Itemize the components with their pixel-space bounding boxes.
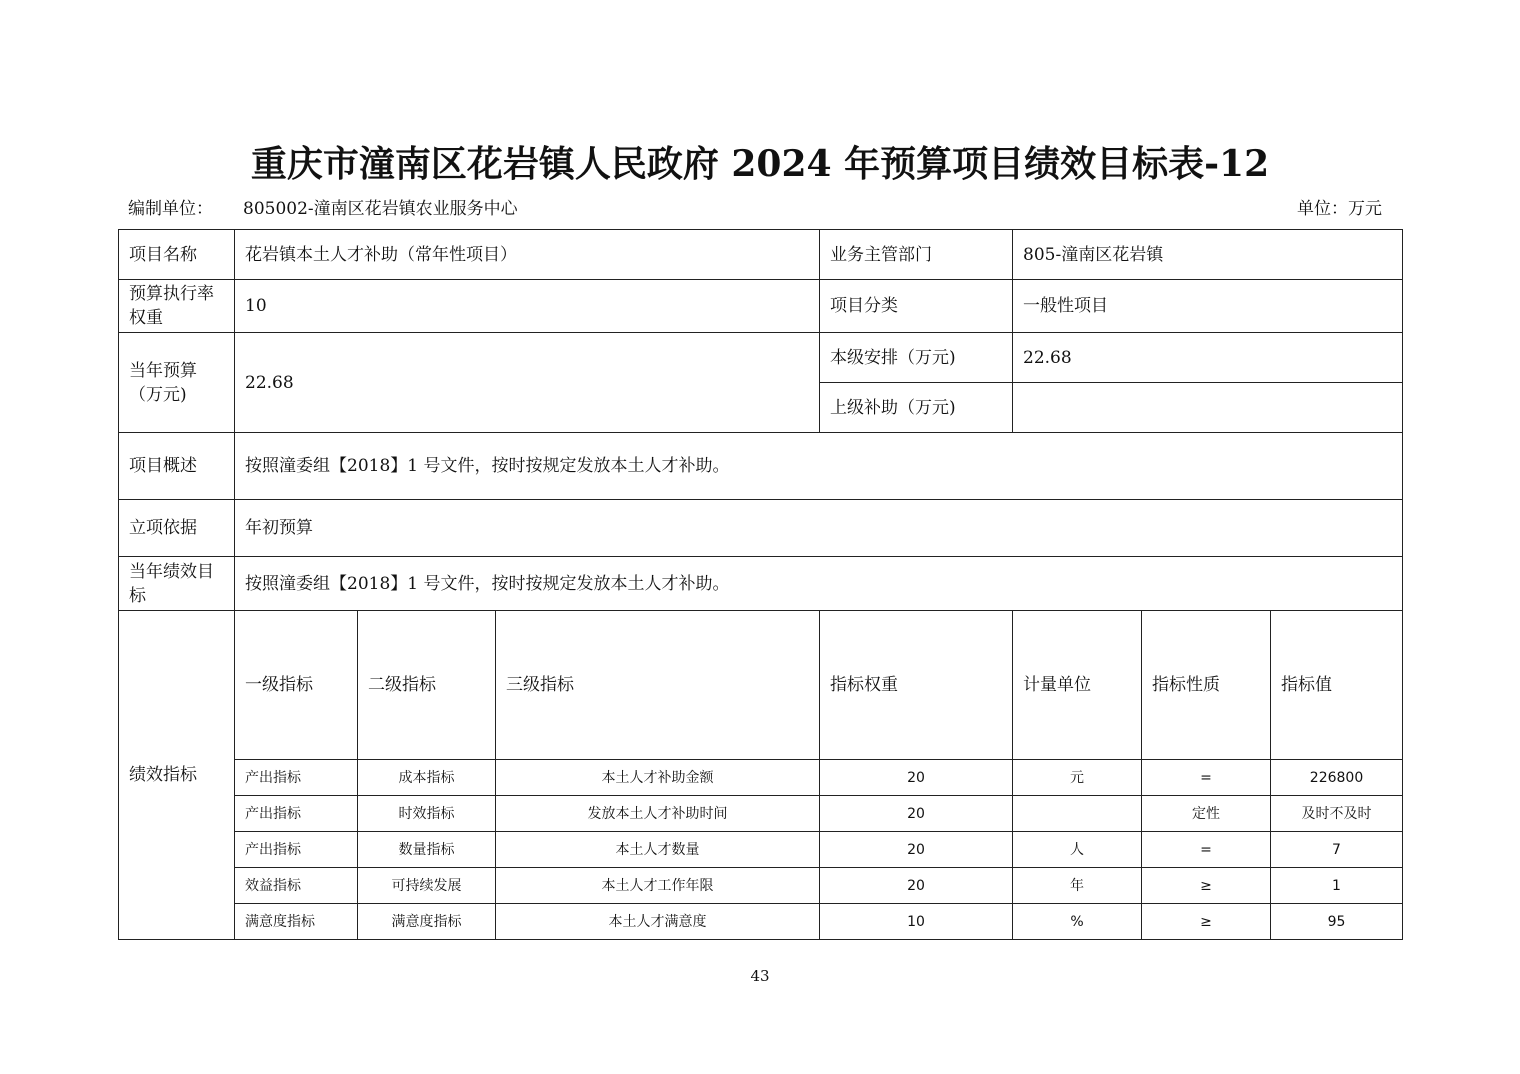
overview-value: 按照潼委组【2018】1 号文件，按时按规定发放本土人才补助。 bbox=[235, 433, 1403, 500]
row-project-name bbox=[119, 230, 1403, 280]
upper-label: 上级补助（万元) bbox=[820, 383, 1013, 433]
cell: 产出指标 bbox=[235, 832, 358, 868]
page-number: 43 bbox=[750, 967, 770, 985]
weight-value: 10 bbox=[235, 280, 820, 333]
cell: 及时不及时 bbox=[1271, 796, 1403, 832]
weight-label: 预算执行率权重 bbox=[119, 280, 235, 333]
cell: 1 bbox=[1271, 868, 1403, 904]
cell: 226800 bbox=[1271, 760, 1403, 796]
row-overview bbox=[119, 433, 1403, 500]
cell: 10 bbox=[820, 904, 1013, 940]
compiling-unit-label: 编制单位： bbox=[128, 199, 213, 219]
cell: 效益指标 bbox=[235, 868, 358, 904]
table-row bbox=[119, 868, 1403, 904]
header-cell: 二级指标 bbox=[358, 611, 496, 760]
page-title: 重庆市潼南区花岩镇人民政府 2024 年预算项目绩效目标表-12 bbox=[250, 143, 1270, 185]
cell: 7 bbox=[1271, 832, 1403, 868]
header-cell: 计量单位 bbox=[1013, 611, 1142, 760]
header-cell: 指标值 bbox=[1271, 611, 1403, 760]
project-name-value: 花岩镇本土人才补助（常年性项目） bbox=[235, 230, 820, 280]
cell: 人 bbox=[1013, 832, 1142, 868]
cell: 本土人才补助金额 bbox=[496, 760, 820, 796]
compiling-unit-value: 805002-潼南区花岩镇农业服务中心 bbox=[243, 199, 518, 219]
goal-label: 当年绩效目标 bbox=[119, 557, 235, 611]
cell: ≥ bbox=[1142, 904, 1271, 940]
budget-label: 当年预算（万元) bbox=[119, 333, 235, 433]
local-value: 22.68 bbox=[1013, 333, 1403, 383]
header-cell: 三级指标 bbox=[496, 611, 820, 760]
cell: 20 bbox=[820, 832, 1013, 868]
table-row bbox=[119, 904, 1403, 940]
dept-label: 业务主管部门 bbox=[820, 230, 1013, 280]
budget-value: 22.68 bbox=[235, 333, 820, 433]
cell: 本土人才数量 bbox=[496, 832, 820, 868]
row-goal bbox=[119, 557, 1403, 611]
cell: 20 bbox=[820, 760, 1013, 796]
indicator-header-row bbox=[119, 611, 1403, 760]
perf-label: 绩效指标 bbox=[119, 611, 235, 940]
table-row bbox=[119, 796, 1403, 832]
local-label: 本级安排（万元) bbox=[820, 333, 1013, 383]
cell: 元 bbox=[1013, 760, 1142, 796]
basis-label: 立项依据 bbox=[119, 500, 235, 557]
cell: ≥ bbox=[1142, 868, 1271, 904]
upper-value bbox=[1013, 383, 1403, 433]
cell: 95 bbox=[1271, 904, 1403, 940]
cell: = bbox=[1142, 760, 1271, 796]
cell: 时效指标 bbox=[358, 796, 496, 832]
header-cell: 指标权重 bbox=[820, 611, 1013, 760]
cell: 成本指标 bbox=[358, 760, 496, 796]
overview-label: 项目概述 bbox=[119, 433, 235, 500]
cell: 产出指标 bbox=[235, 796, 358, 832]
row-budget bbox=[119, 333, 1403, 383]
project-name-label: 项目名称 bbox=[119, 230, 235, 280]
row-weight bbox=[119, 280, 1403, 333]
cell: 产出指标 bbox=[235, 760, 358, 796]
table-row bbox=[119, 760, 1403, 796]
header-cell: 指标性质 bbox=[1142, 611, 1271, 760]
cell: 20 bbox=[820, 796, 1013, 832]
cell: 发放本土人才补助时间 bbox=[496, 796, 820, 832]
goal-value: 按照潼委组【2018】1 号文件，按时按规定发放本土人才补助。 bbox=[235, 557, 1403, 611]
table-row bbox=[119, 832, 1403, 868]
cell: 满意度指标 bbox=[358, 904, 496, 940]
cell: 年 bbox=[1013, 868, 1142, 904]
cell: = bbox=[1142, 832, 1271, 868]
dept-value: 805-潼南区花岩镇 bbox=[1013, 230, 1403, 280]
basis-value: 年初预算 bbox=[235, 500, 1403, 557]
cell: 可持续发展 bbox=[358, 868, 496, 904]
category-label: 项目分类 bbox=[820, 280, 1013, 333]
cell: 满意度指标 bbox=[235, 904, 358, 940]
cell: % bbox=[1013, 904, 1142, 940]
cell: 数量指标 bbox=[358, 832, 496, 868]
row-basis bbox=[119, 500, 1403, 557]
cell bbox=[1013, 796, 1142, 832]
currency-unit: 单位：万元 bbox=[1297, 199, 1382, 219]
header-cell: 一级指标 bbox=[235, 611, 358, 760]
cell: 本土人才工作年限 bbox=[496, 868, 820, 904]
compiling-unit bbox=[128, 194, 518, 219]
cell: 本土人才满意度 bbox=[496, 904, 820, 940]
cell: 20 bbox=[820, 868, 1013, 904]
performance-target-table bbox=[118, 229, 1403, 940]
cell: 定性 bbox=[1142, 796, 1271, 832]
category-value: 一般性项目 bbox=[1013, 280, 1403, 333]
